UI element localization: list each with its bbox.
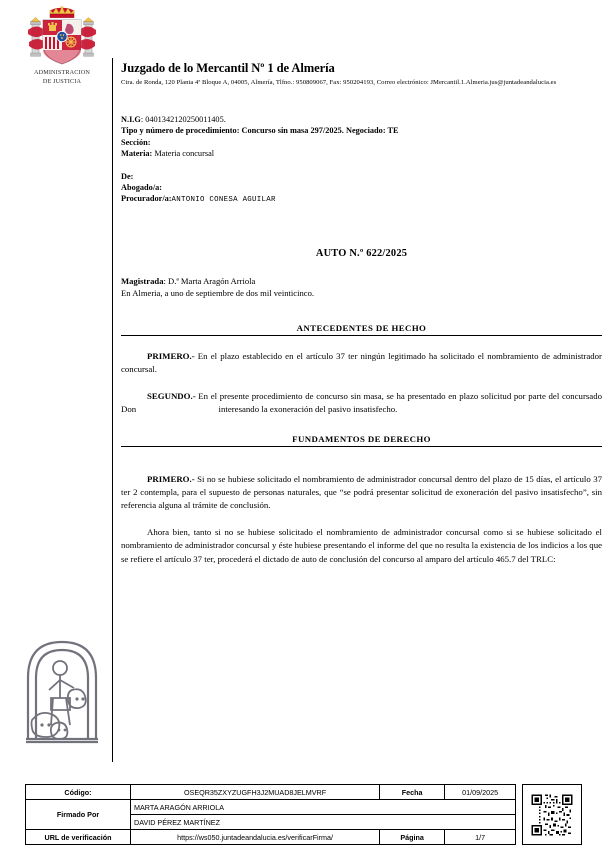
codigo-label: Código: (26, 785, 131, 800)
paragraph-marker-primero: PRIMERO.- (147, 351, 195, 361)
firmado-por-label: Firmado Por (26, 800, 131, 830)
section-rule-antecedentes (121, 335, 602, 336)
section-heading-antecedentes: ANTECEDENTES DE HECHO (296, 323, 427, 333)
section-fundamentos (121, 434, 602, 566)
paragraph-fundamentos-ahora-bien (121, 526, 602, 566)
materia-label: Materia: (121, 149, 153, 159)
header-vertical-rule (112, 58, 113, 762)
firmante-1-value: MARTA ARAGÓN ARRIOLA (131, 800, 516, 815)
meta-row-procurador (121, 193, 601, 206)
table-row-firmante-1 (26, 800, 516, 815)
nig-label: N.I.G (121, 115, 141, 124)
codigo-value: OSEQR35ZXYZUGFH3J2MUAD8JELMVRF (131, 785, 380, 800)
meta-row-nig (121, 114, 601, 125)
paragraph-marker-segundo: SEGUNDO.- (147, 390, 196, 401)
url-value[interactable]: https://ws050.juntadeandalucia.es/verificarFirma/ (131, 830, 380, 845)
procurador-label: Procurador/a: (121, 194, 172, 204)
seccion-label: Sección: (121, 137, 151, 147)
paragraph-antecedentes-segundo (121, 390, 602, 417)
meta-row-procedure (121, 125, 601, 136)
verification-footer (25, 784, 582, 845)
materia-value: Materia concursal (152, 149, 215, 159)
procurador-value: ANTONIO CONESA AGUILAR (171, 196, 276, 205)
firmante-2-value: DAVID PÉREZ MARTÍNEZ (131, 815, 516, 830)
court-header-text (121, 61, 601, 87)
section-antecedentes (121, 323, 602, 417)
meta-row-seccion (121, 137, 601, 148)
justice-watermark-emblem (20, 620, 104, 760)
meta-spacer (121, 160, 601, 171)
procedure-label: Tipo y número de procedimiento: (121, 126, 240, 136)
pagina-label: Página (380, 830, 445, 845)
fecha-label: Fecha (380, 785, 445, 800)
magistrate-name: : D.ª Marta Aragón Arriola (163, 276, 256, 286)
magistrate-block (121, 275, 602, 299)
abogado-label: Abogado/a: (121, 183, 163, 193)
document-body (121, 248, 602, 566)
meta-row-materia (121, 148, 601, 159)
table-row-url (26, 830, 516, 845)
paragraph-text-segundo-before: En el presente procedimiento de concurso sin masa, se ha presentado en plazo solicitud por parte del concursado Don (121, 390, 602, 415)
meta-row-abogado (121, 182, 601, 193)
table-row-codigo (26, 785, 516, 800)
place-and-date: En Almeria, a uno de septiembre de dos mil veinticinco. (121, 288, 315, 298)
paragraph-marker-fundamentos-primero: PRIMERO.- (147, 473, 195, 484)
court-name: Juzgado de lo Mercantil Nº 1 de Almería (121, 61, 335, 75)
verification-table (25, 784, 516, 845)
de-label: De: (121, 171, 134, 181)
magistrate-label: Magistrada (121, 276, 164, 286)
auto-number-title: AUTO N.º 622/2025 (315, 248, 408, 259)
paragraph-fundamentos-primero (121, 473, 602, 513)
coat-of-arms-icon (25, 6, 99, 68)
paragraph-text-primero: En el plazo establecido en el artículo 37 ter ningún legitimado ha solicitado el nombramiento de administrador concursal. (121, 351, 602, 375)
crest-caption-line-2: DE JUSTICIA (42, 78, 82, 85)
paragraph-text-ahora-bien: Ahora bien, tanto si no se hubiese solicitado el nombramiento de administrador concursal como si se hubiese solicitado el nombramiento de administrador concursal y éste hubiese presentando el informe del que no resulta la existencia de los indicios a los que se refiere el artículo 37 ter, procederá el dictado de auto de conclusión del concurso al amparo del artículo 465.7 del TRLC: (121, 526, 602, 564)
procedure-value: Concurso sin masa 297/2025. Negociado: TE (239, 126, 399, 136)
paragraph-text-segundo-after: interesando la exoneración del pasivo insatisfecho. (216, 404, 398, 415)
nig-value: : 0401342120250011405. (140, 115, 226, 124)
paragraph-antecedentes-primero (121, 350, 602, 377)
paragraph-text-fundamentos-primero: Si no se hubiese solicitado el nombramiento de administrador concursal dentro del plazo de 15 días, el artículo 37 ter 2 contempla, para el supuesto de personas naturales, que “se podrá presentar solicitud de exoneración del pasivo insatisfecho”, sin referencia alguna al trámite de conclusión. (121, 473, 602, 511)
section-heading-fundamentos: FUNDAMENTOS DE DERECHO (292, 433, 431, 444)
document-masthead (0, 0, 607, 120)
qr-code-cell (522, 784, 582, 845)
url-label: URL de verificación (26, 830, 131, 845)
pagina-value: 1/7 (445, 830, 516, 845)
magistrate-line (121, 275, 602, 287)
fecha-value: 01/09/2025 (445, 785, 516, 800)
court-address: Ctra. de Ronda, 120 Planta 4ª Bloque A, 04005, Almería, Tlfno.: 950809067, Fax: 950204193, Correo electrónico: JMercantil.1.Almeria.jus@juntadeandalucia.es (121, 79, 557, 86)
crest-caption-line-1: ADMINISTRACION (33, 69, 91, 76)
spanish-coat-of-arms-block (14, 6, 110, 86)
qr-code-icon (530, 793, 574, 837)
case-metadata-block (121, 114, 601, 207)
section-rule-fundamentos (121, 446, 602, 447)
meta-row-de (121, 171, 601, 182)
